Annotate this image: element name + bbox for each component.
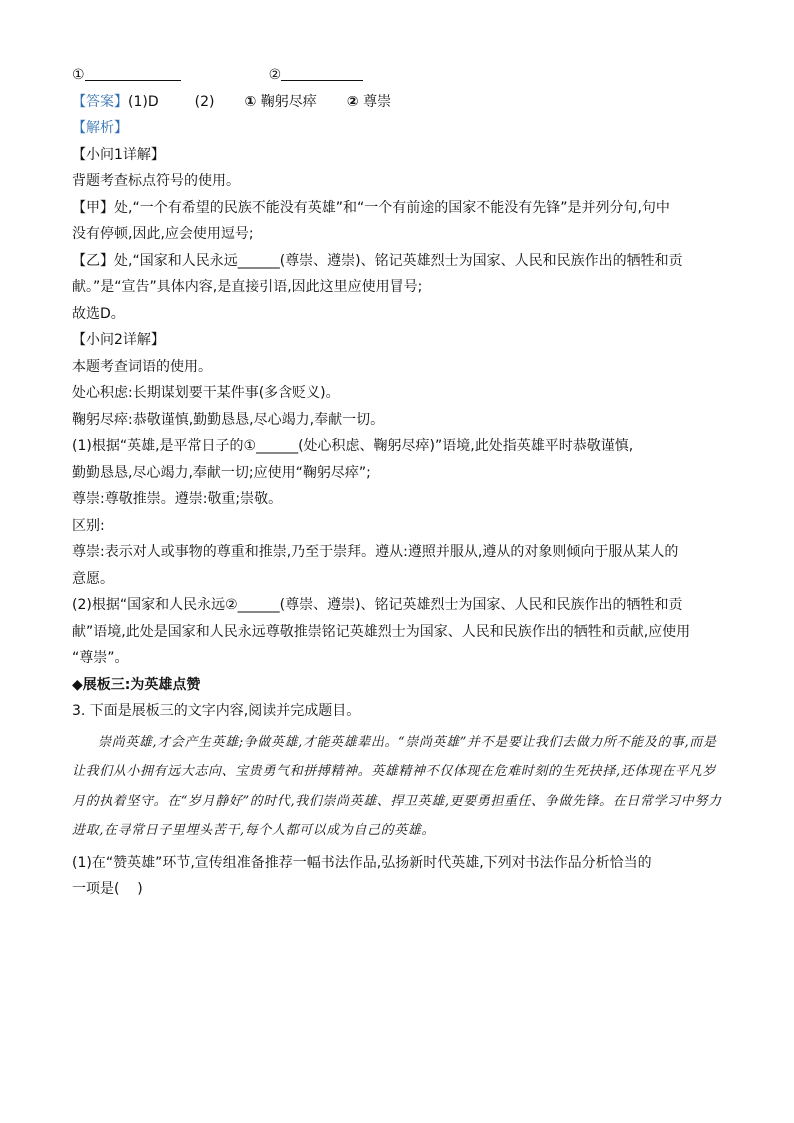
fill-blanks-line	[72, 62, 722, 89]
answer-blank1-mark: ①	[244, 93, 257, 110]
analysis-line: 本题考查词语的使用。	[72, 358, 212, 375]
question-line: 一项是( )	[72, 881, 143, 897]
analysis-line: (1)根据“英雄,是平常日子的①______(处心积虑、鞠躬尽瘁)”语境,此处指英雄平时恭敬谨慎,	[72, 438, 634, 454]
analysis-line: 勤勤恳恳,尽心竭力,奉献一切;应使用“鞠躬尽瘁”;	[72, 464, 371, 481]
document-page	[72, 62, 722, 903]
analysis-line: 区别:	[72, 517, 105, 534]
analysis-line: 【甲】处,“一个有希望的民族不能没有英雄”和“一个有前途的国家不能没有先锋”是并列分句,句中	[72, 199, 670, 216]
analysis-tag: 【解析】	[72, 120, 128, 136]
analysis-line: 【小问1详解】	[72, 146, 165, 163]
analysis-line: 献。”是“宣告”具体内容,是直接引语,因此这里应使用冒号;	[72, 279, 423, 295]
analysis-line: “尊崇”。	[72, 650, 129, 666]
analysis-line: 背题考查标点符号的使用。	[72, 173, 240, 189]
answer-blank2-mark: ②	[346, 93, 359, 110]
passage-text: 崇尚英雄,才会产生英雄;争做英雄,才能英雄辈出。“崇尚英雄”并不是要让我们去做力所不能及的事,而是让我们从小拥有远大志向、宝贵勇气和拼搏精神。英雄精神不仅体现在危难时刻的生死抉择,还体现在平凡岁月的执着坚守。在“岁月静好”的时代,我们崇尚英雄、捍卫英雄,更要勇担重任、争做先锋。在日常学习中努力进取,在寻常日子里埋头苦干,每个人都可以成为自己的英雄。	[72, 734, 722, 838]
analysis-line: 鞠躬尽瘁:恭敬谨慎,勤勤恳恳,尽心竭力,奉献一切。	[72, 411, 385, 428]
analysis-line: 献”语境,此处是国家和人民永远尊敬推崇铭记英雄烈士为国家、人民和民族作出的牺牲和贡献,应使用	[72, 623, 691, 640]
blank-1-label: ①	[72, 67, 85, 83]
blank-2-line	[281, 66, 363, 81]
section-heading: ◆展板三:为英雄点赞	[72, 676, 201, 693]
analysis-line: 【乙】处,“国家和人民永远______(尊崇、遵崇)、铭记英雄烈士为国家、人民和民族作出的牺牲和贡	[72, 252, 683, 269]
analysis-line: 尊崇:表示对人或事物的尊重和推崇,乃至于崇拜。遵从:遵照并服从,遵从的对象则倾向于服从某人的	[72, 544, 679, 560]
answer-line	[72, 89, 722, 116]
answer-part2: (2)	[194, 93, 215, 110]
blank-1-line	[85, 66, 181, 81]
analysis-line: 尊崇:尊敬推崇。遵崇:敬重;崇敬。	[72, 491, 283, 507]
analysis-line: 没有停顿,因此,应会使用逗号;	[72, 226, 254, 242]
analysis-line: (2)根据“国家和人民永远②______(尊崇、遵崇)、铭记英雄烈士为国家、人民和民族作出的牺牲和贡	[72, 597, 683, 613]
question-line: (1)在“赞英雄”环节,宣传组准备推荐一幅书法作品,弘扬新时代英雄,下列对书法作品分析恰当的	[72, 854, 652, 871]
analysis-line: 【小问2详解】	[72, 332, 165, 348]
blank-2-label: ②	[268, 67, 282, 83]
answer-blank1-text: 鞠躬尽瘁	[260, 93, 317, 110]
question-intro: 3. 下面是展板三的文字内容,阅读并完成题目。	[72, 703, 361, 719]
analysis-line: 处心积虑:长期谋划要干某件事(多含贬义)。	[72, 385, 340, 401]
answer-part1: (1)D	[128, 93, 159, 110]
analysis-line: 意愿。	[72, 570, 114, 587]
analysis-line: 故选D。	[72, 305, 125, 322]
answer-blank2-text: 尊崇	[363, 93, 392, 110]
answer-tag: 【答案】	[72, 93, 128, 110]
